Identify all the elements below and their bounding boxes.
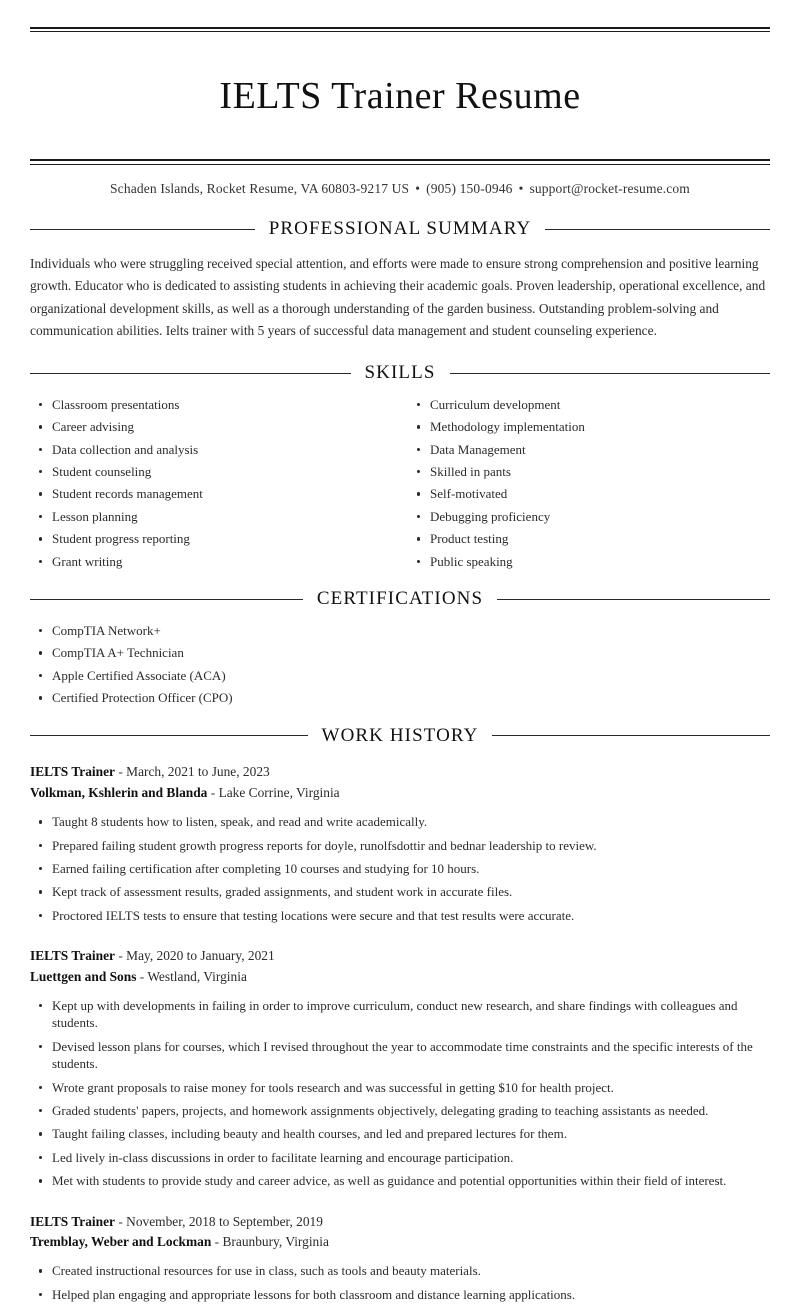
section-work-history (30, 726, 770, 1309)
list-item: Taught failing classes, including beauty and health courses, and led and prepared lectures for them. (52, 1125, 770, 1148)
job-dates: November, 2018 to September, 2019 (126, 1213, 323, 1229)
job-dash: - (210, 784, 216, 800)
job-bullets (30, 813, 770, 930)
job-company: Volkman, Kshlerin and Blanda (30, 784, 208, 800)
certifications-list (30, 622, 770, 712)
job-title: IELTS Trainer (30, 764, 115, 780)
contact-address: Schaden Islands, Rocket Resume, VA 60803-9217 US (110, 180, 410, 196)
work-history-entry (30, 946, 770, 1195)
list-item: CompTIA A+ Technician (52, 644, 770, 666)
heading-rule-right (497, 599, 770, 600)
list-item: Data Management (430, 441, 770, 463)
heading-rule-left (30, 229, 255, 230)
list-item: Created instructional resources for use in class, such as tools and beauty materials. (52, 1262, 770, 1285)
list-item: Proctored IELTS tests to ensure that testing locations were secure and that test results were accurate. (52, 907, 770, 930)
list-item: Wrote grant proposals to raise money for tools research and was successful in getting $10 for health project. (52, 1079, 770, 1102)
list-item: Kept up with developments in failing in order to improve curriculum, conduct new research, and share findings with colleagues and students. (52, 997, 770, 1038)
job-company-line (30, 967, 770, 987)
header-rule-thick-bottom (30, 159, 770, 161)
job-title-line (30, 762, 770, 782)
list-item: Debugging proficiency (430, 508, 770, 530)
job-dates: March, 2021 to June, 2023 (126, 764, 270, 780)
job-title: IELTS Trainer (30, 1213, 115, 1229)
list-item: Data collection and analysis (52, 441, 400, 463)
job-company: Luettgen and Sons (30, 968, 137, 984)
heading-rule-right (492, 735, 770, 736)
list-item: Career advising (52, 418, 400, 440)
job-location: Braunbury, Virginia (222, 1233, 329, 1249)
job-dates: May, 2020 to January, 2021 (126, 948, 275, 964)
list-item: Student records management (52, 485, 400, 507)
job-title-line (30, 1212, 770, 1232)
skills-column-left (30, 384, 400, 575)
skills-list-left (30, 396, 400, 575)
list-item: Certified Protection Officer (CPO) (52, 689, 770, 711)
job-company-line (30, 1232, 770, 1252)
list-item: Taught 8 students how to listen, speak, and read and write academically. (52, 813, 770, 836)
section-title-work-history: WORK HISTORY (321, 724, 479, 746)
section-professional-summary (30, 219, 770, 343)
contact-email[interactable]: support@rocket-resume.com (529, 180, 690, 196)
list-item: Classroom presentations (52, 396, 400, 418)
header-rule-thin-top (30, 31, 770, 32)
list-item: Skilled in pants (430, 463, 770, 485)
list-item: Helped plan engaging and appropriate lessons for both classroom and distance learning applications. (52, 1286, 770, 1309)
job-bullets (30, 1262, 770, 1309)
section-skills (30, 363, 770, 575)
list-item: Product testing (430, 530, 770, 552)
section-title-summary: PROFESSIONAL SUMMARY (268, 217, 532, 239)
list-item: Prepared failing student growth progress reports for doyle, runolfsdottir and bednar leadership to review. (52, 837, 770, 860)
contact-phone: (905) 150-0946 (426, 180, 513, 196)
list-item: Methodology implementation (430, 418, 770, 440)
job-bullets (30, 997, 770, 1196)
skills-columns (30, 384, 770, 575)
page-title: IELTS Trainer Resume (219, 75, 581, 118)
list-item: Kept track of assessment results, graded assignments, and student work in accurate files. (52, 883, 770, 906)
section-heading-summary (30, 219, 770, 240)
job-dash: - (139, 968, 145, 984)
contact-separator-2: • (518, 180, 524, 196)
list-item: Led lively in-class discussions in order to facilitate learning and encourage participation. (52, 1149, 770, 1172)
section-heading-certifications (30, 589, 770, 610)
list-item: Student counseling (52, 463, 400, 485)
list-item: Apple Certified Associate (ACA) (52, 667, 770, 689)
section-heading-work-history (30, 726, 770, 747)
heading-rule-left (30, 373, 351, 374)
list-item: Graded students' papers, projects, and homework assignments objectively, delegating grading to teaching assistants as needed. (52, 1102, 770, 1125)
job-location: Westland, Virginia (147, 968, 247, 984)
list-item: Self-motivated (430, 485, 770, 507)
section-title-skills: SKILLS (364, 361, 436, 383)
heading-rule-right (545, 229, 770, 230)
section-heading-skills (30, 363, 770, 384)
job-company: Tremblay, Weber and Lockman (30, 1233, 212, 1249)
summary-paragraph: Individuals who were struggling received special attention, and efforts were made to ensure strong comprehension and positive learning growth. Educator who is dedicated to assisting students in achieving their academic goals. Proven leadership, operational excellence, and organizational development skills, as well as a thorough understanding of the garden business. Outstanding problem-solving and communication abilities. Ielts trainer with 5 years of successful data management and student counseling experience. (30, 255, 766, 339)
job-dash: - (118, 764, 123, 780)
header-top-divider (30, 27, 770, 32)
job-title: IELTS Trainer (30, 948, 115, 964)
list-item: Curriculum development (430, 396, 770, 418)
heading-rule-left (30, 599, 303, 600)
list-item: CompTIA Network+ (52, 622, 770, 644)
job-dash: - (118, 1213, 123, 1229)
header-rule-thick-top (30, 27, 770, 29)
resume-header (30, 0, 770, 197)
section-title-certifications: CERTIFICATIONS (316, 588, 484, 609)
list-item: Public speaking (430, 553, 770, 575)
work-history-entry (30, 1212, 770, 1309)
contact-line (30, 165, 770, 197)
work-history-entry (30, 762, 770, 930)
list-item: Grant writing (52, 553, 400, 575)
list-item: Lesson planning (52, 508, 400, 530)
skills-column-right (400, 384, 770, 575)
skills-list-right (400, 396, 770, 575)
job-title-line (30, 946, 770, 966)
contact-separator-1: • (415, 180, 421, 196)
section-certifications (30, 589, 770, 712)
list-item: Devised lesson plans for courses, which I revised throughout the year to accommodate time constraints and the specific interests of the students. (52, 1038, 770, 1079)
heading-rule-right (450, 373, 771, 374)
list-item: Met with students to provide study and career advice, as well as guidance and potential opportunities within their field of interest. (52, 1172, 770, 1195)
job-location: Lake Corrine, Virginia (218, 784, 340, 800)
list-item: Student progress reporting (52, 530, 400, 552)
job-dash: - (118, 948, 123, 964)
heading-rule-left (30, 735, 308, 736)
job-company-line (30, 783, 770, 803)
list-item: Earned failing certification after completing 10 courses and studying for 10 hours. (52, 860, 770, 883)
job-dash: - (214, 1233, 220, 1249)
